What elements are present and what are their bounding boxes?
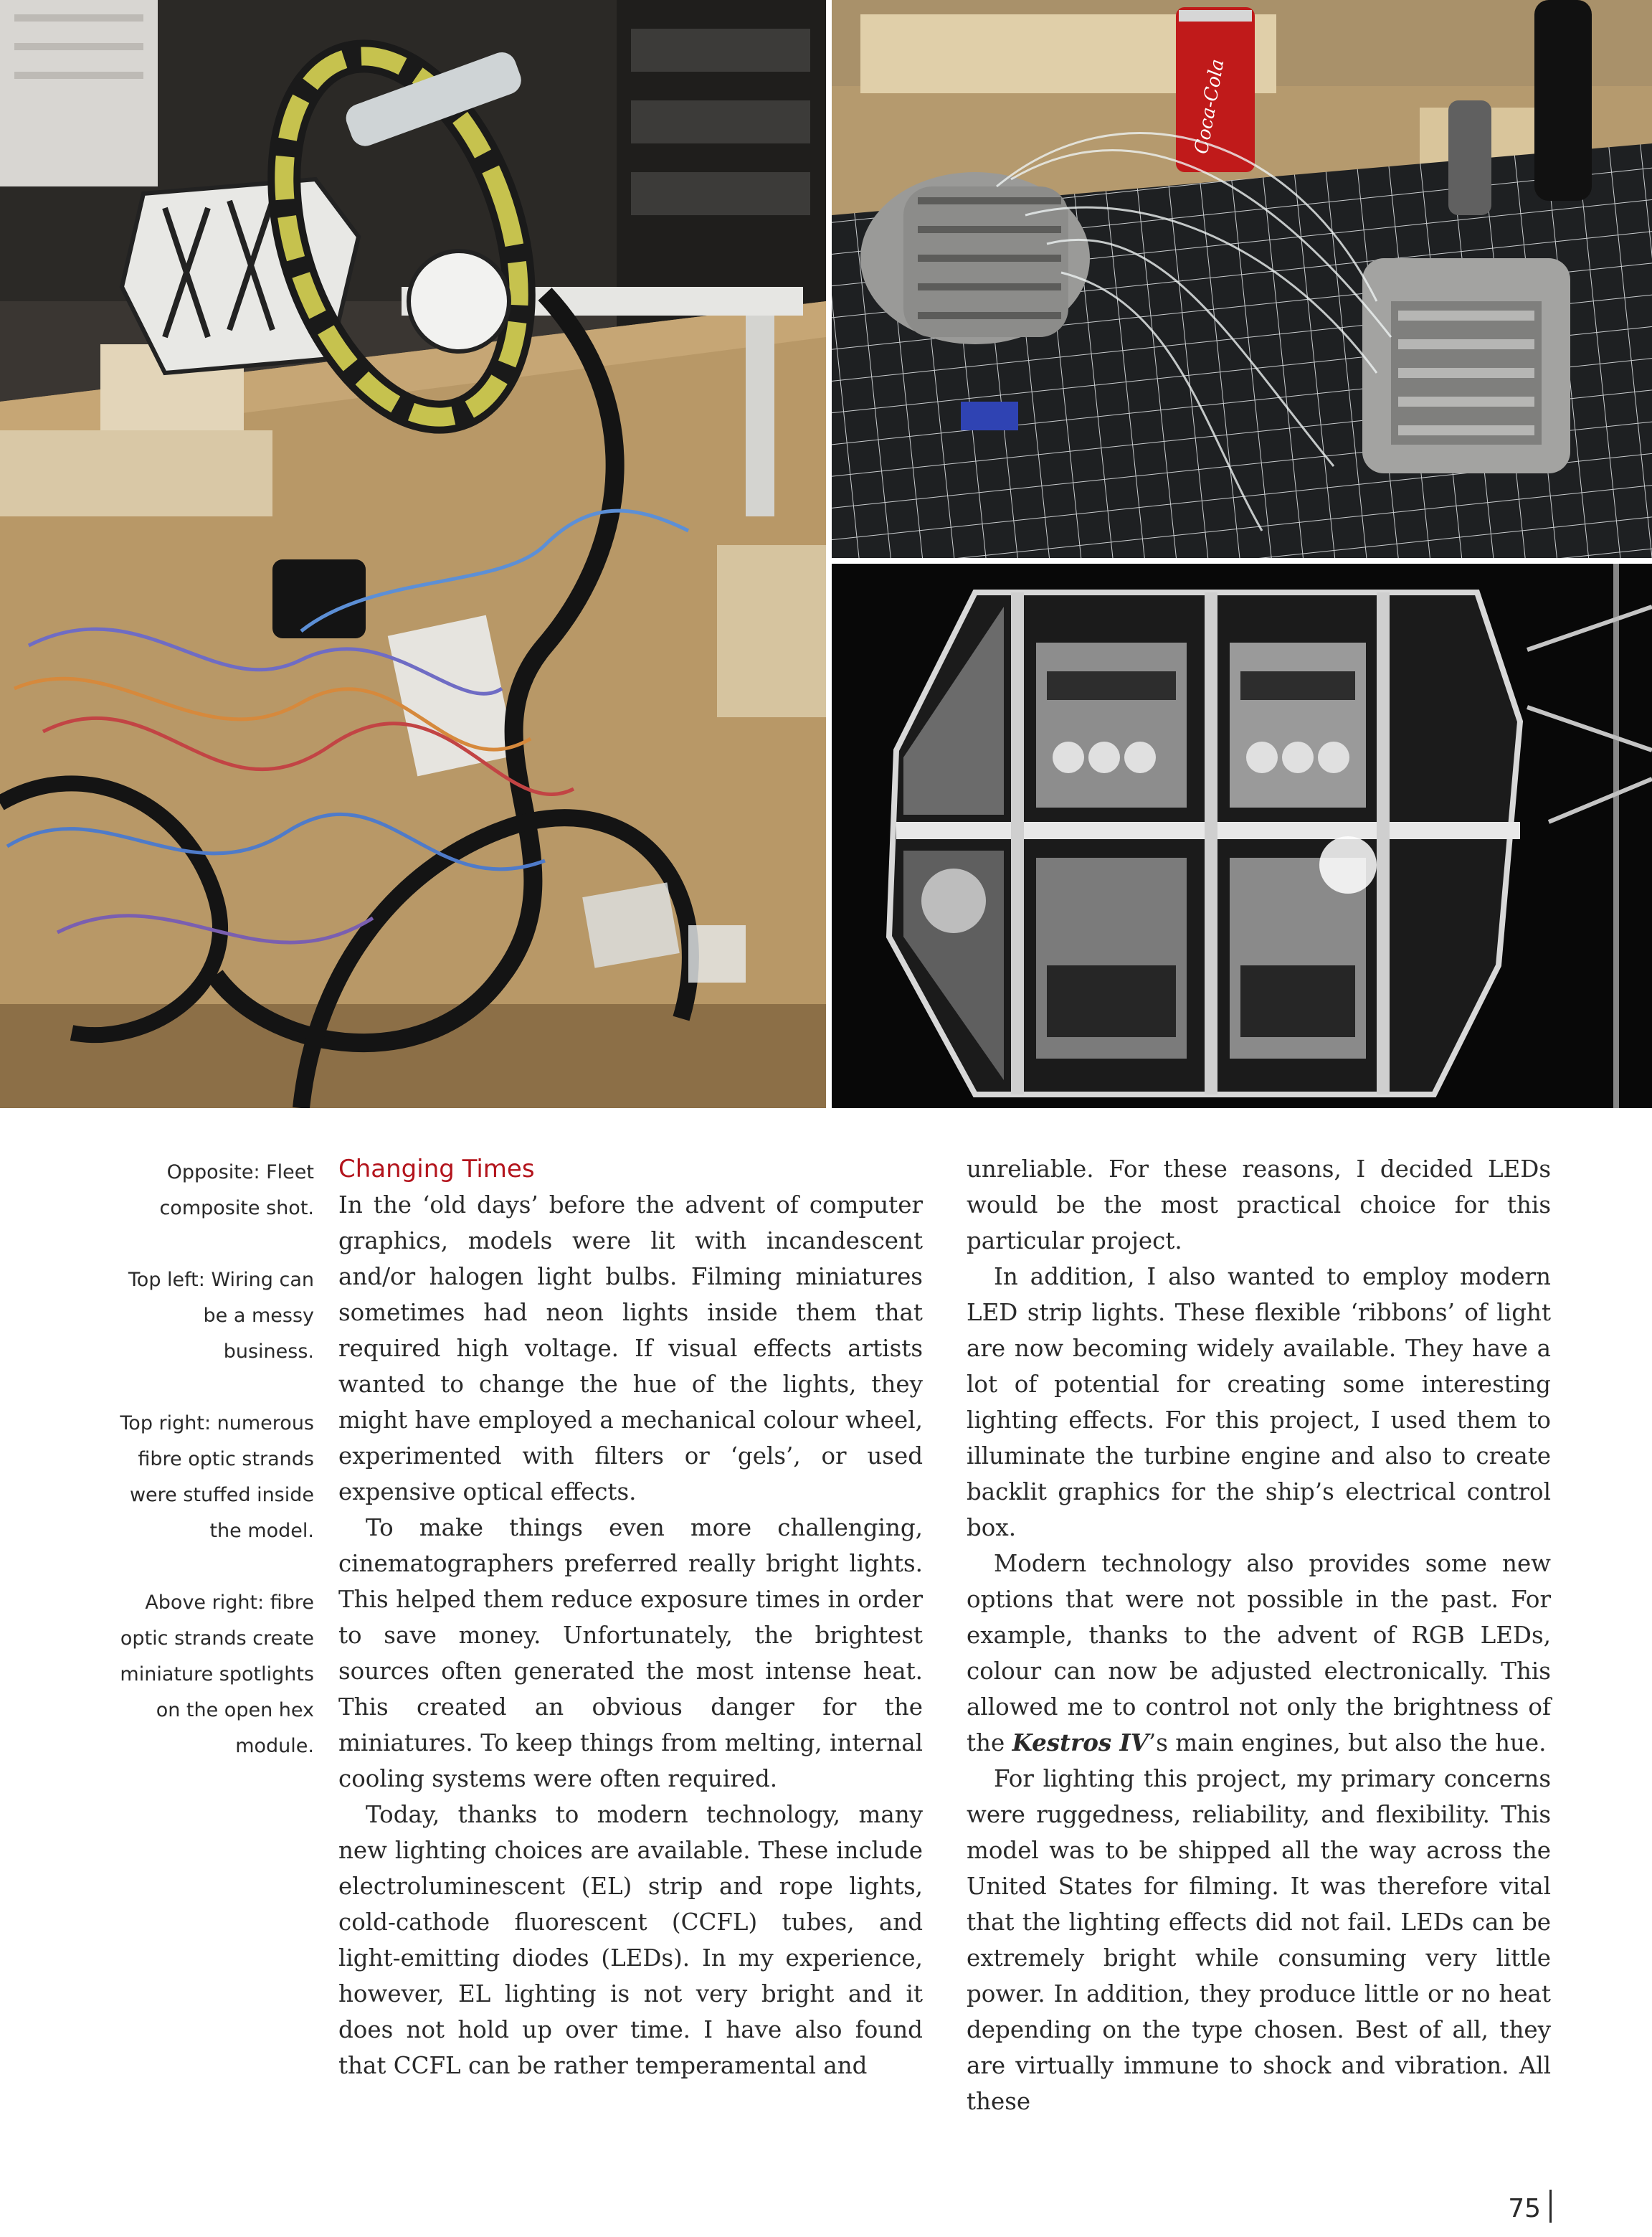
paragraph: unreliable. For these reasons, I decided LEDs would be the most practical choice for this particular project.	[967, 1155, 1551, 1254]
paragraph	[967, 1546, 1551, 1761]
paragraph: To make things even more challenging, cinematographers preferred really bright lights. This helped them reduce exposure times in order to save money. Unfortunately, the brightest sources often generated the most intense heat. This created an obvious danger for the miniatures. To keep things from melting, internal cooling systems were often required.	[338, 1514, 923, 1792]
caption-opposite: Opposite: Fleet composite shot.	[159, 1161, 314, 1219]
paragraph-text: Modern technology also provides some new options that were not possible in the past. For example, thanks to the advent of RGB LEDs, colour can now be adjusted electronically. This allowed me to control not only the brightness of the	[967, 1550, 1551, 1756]
caption-above-right: Above right: fibre optic strands create miniature spotlights on the open hex module.	[120, 1592, 314, 1757]
article-column-1	[338, 1151, 923, 2084]
can-logo-text: Coca-Cola	[1190, 57, 1229, 156]
photo-fibre-optic-modules	[832, 0, 1652, 558]
ship-name: Kestros IV	[1012, 1728, 1149, 1756]
paragraph: For lighting this project, my primary concerns were ruggedness, reliability, and flexibility. This model was to be shipped all the way across the United States for filming. It was therefore vital that the lighting effects did not fail. LEDs can be extremely bright while consuming very little power. In addition, they produce little or no heat depending on the type chosen. Best of all, they are virtually immune to shock and vibration. All these	[967, 1765, 1551, 2115]
paragraph: In addition, I also wanted to employ modern LED strip lights. These flexible ‘ribbons’ of light are now becoming widely available. They have a lot of potential for creating some interesting lighting effects. For this project, I used them to illuminate the turbine engine and also to create backlit graphics for the ship’s electrical control box.	[967, 1263, 1551, 1541]
photo-wiring-workbench	[0, 0, 826, 1108]
paragraph: In the ‘old days’ before the advent of computer graphics, models were lit with incandescent and/or halogen light bulbs. Filming miniatures sometimes had neon lights inside them that required high voltage. If visual effects artists wanted to change the hue of the lights, they might have employed a mechanical colour wheel, experimented with filters or ‘gels’, or used expensive optical effects.	[338, 1191, 923, 1505]
caption-top-left: Top left: Wiring can be a messy business.	[128, 1269, 314, 1363]
photo-open-hex-module	[832, 564, 1652, 1108]
page-number-text: 75	[1508, 2194, 1541, 2223]
paragraph-text: ’s main engines, but also the hue.	[1148, 1729, 1547, 1756]
caption-column	[108, 1155, 314, 1800]
paragraph: Today, thanks to modern technology, many new lighting choices are available. These include electroluminescent (EL) strip and rope lights, cold-cathode fluorescent (CCFL) tubes, and light-emitting diodes (LEDs). In my experience, however, EL lighting is not very bright and it does not hold up over time. I have also found that CCFL can be rather temperamental and	[338, 1801, 923, 2079]
section-heading: Changing Times	[338, 1155, 535, 1183]
caption-top-right: Top right: numerous fibre optic strands were stuffed inside the model.	[120, 1412, 314, 1542]
folio-divider	[1549, 2190, 1552, 2223]
page-number	[1508, 2190, 1552, 2223]
article-column-2	[967, 1151, 1551, 2119]
